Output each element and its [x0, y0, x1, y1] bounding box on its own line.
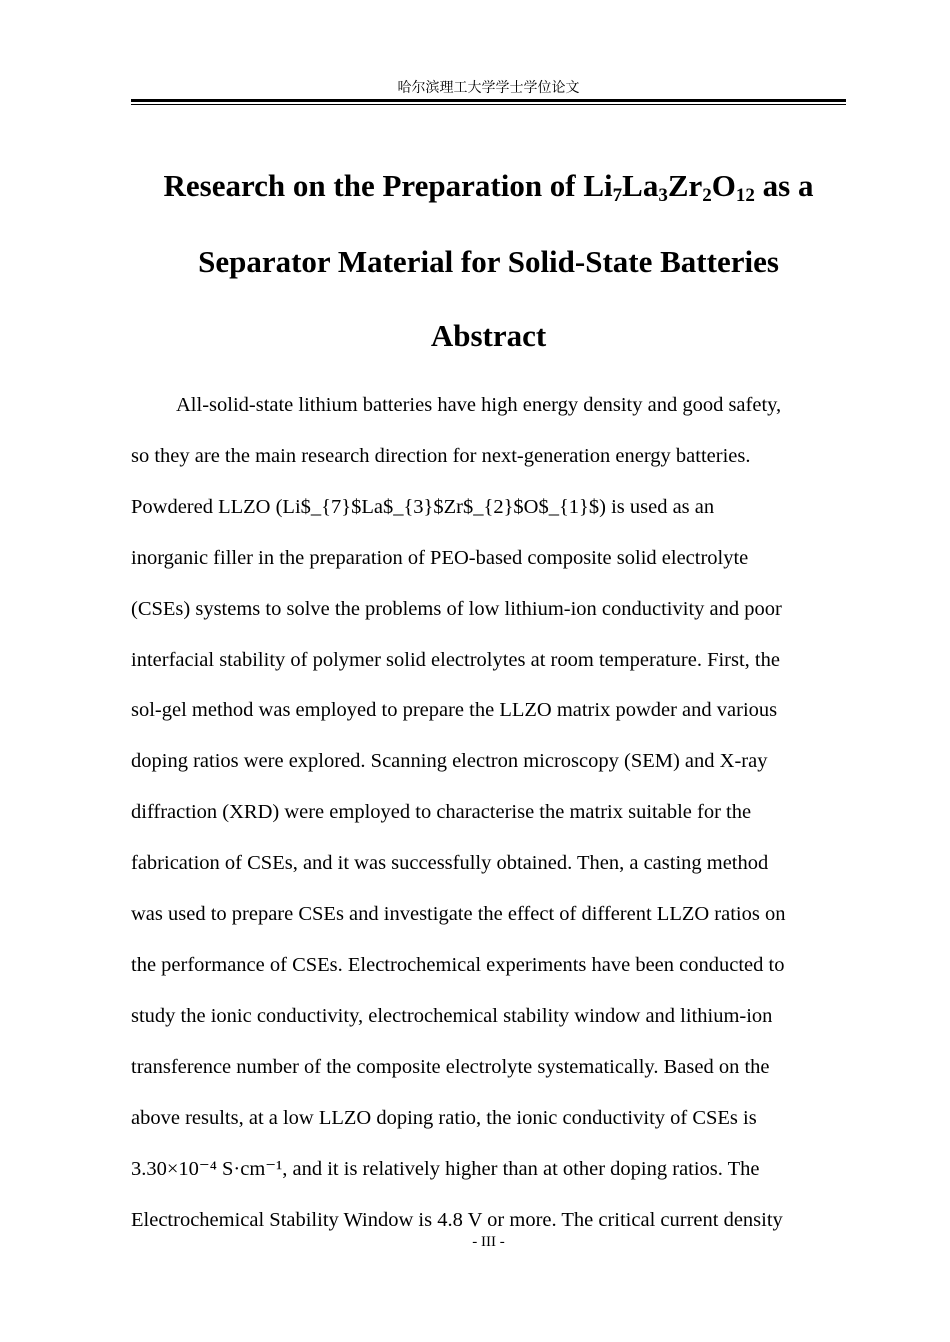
abstract-line: fabrication of CSEs, and it was successfully obtained. Then, a casting method: [131, 852, 769, 875]
abstract-line: 3.30×10⁻⁴ S·cm⁻¹, and it is relatively higher than at other doping ratios. The: [131, 1157, 760, 1180]
abstract-line: doping ratios were explored. Scanning electron microscopy (SEM) and X-ray: [131, 750, 768, 773]
abstract-line: Powdered LLZO (Li$_{7}$La$_{3}$Zr$_{2}$O$_{1}$) is used as an: [131, 495, 715, 518]
abstract-line: interfacial stability of polymer solid electrolytes at room temperature. First, the: [131, 648, 780, 671]
abstract-heading: Abstract: [430, 318, 547, 353]
abstract-line: so they are the main research direction for next-generation energy batteries.: [131, 444, 751, 467]
header-rule-thin: [131, 104, 846, 105]
abstract-line: transference number of the composite electrolyte systematically. Based on the: [131, 1055, 770, 1078]
title-text-zr: Zr: [667, 168, 703, 203]
title-text-as-a: as a: [754, 168, 814, 203]
title-line-1: [131, 148, 846, 224]
abstract-line: above results, at a low LLZO doping ratio, the ionic conductivity of CSEs is: [131, 1106, 757, 1129]
header-rule-thick: [131, 99, 846, 102]
running-header: 哈尔滨理工大学学士学位论文: [397, 80, 580, 96]
abstract-body: [131, 380, 846, 1245]
abstract-line: inorganic filler in the preparation of PEO-based composite solid electrolyte: [131, 546, 749, 569]
page-number: - III -: [472, 1234, 505, 1250]
title-text-la: La: [622, 168, 659, 203]
abstract-line: sol-gel method was employed to prepare the LLZO matrix powder and various: [131, 699, 778, 722]
thesis-title: [131, 148, 846, 300]
abstract-line: the performance of CSEs. Electrochemical experiments have been conducted to: [131, 953, 785, 976]
title-text-o: O: [711, 168, 736, 203]
abstract-line: All-solid-state lithium batteries have high energy density and good safety,: [176, 394, 782, 416]
subscript-3: 3: [658, 184, 668, 206]
abstract-line: diffraction (XRD) were employed to characterise the matrix suitable for the: [131, 801, 752, 824]
title-line-2: Separator Material for Solid-State Batteries: [198, 244, 779, 279]
title-text-li: Research on the Preparation of Li: [163, 168, 613, 203]
abstract-line: Electrochemical Stability Window is 4.8 V or more. The critical current density: [131, 1208, 783, 1231]
subscript-7: 7: [612, 184, 623, 206]
abstract-line: was used to prepare CSEs and investigate the effect of different LLZO ratios on: [131, 903, 786, 926]
subscript-12: 12: [735, 184, 755, 206]
abstract-line: study the ionic conductivity, electrochemical stability window and lithium-ion: [131, 1004, 773, 1027]
abstract-line: (CSEs) systems to solve the problems of low lithium-ion conductivity and poor: [131, 597, 782, 620]
subscript-2: 2: [702, 184, 712, 206]
